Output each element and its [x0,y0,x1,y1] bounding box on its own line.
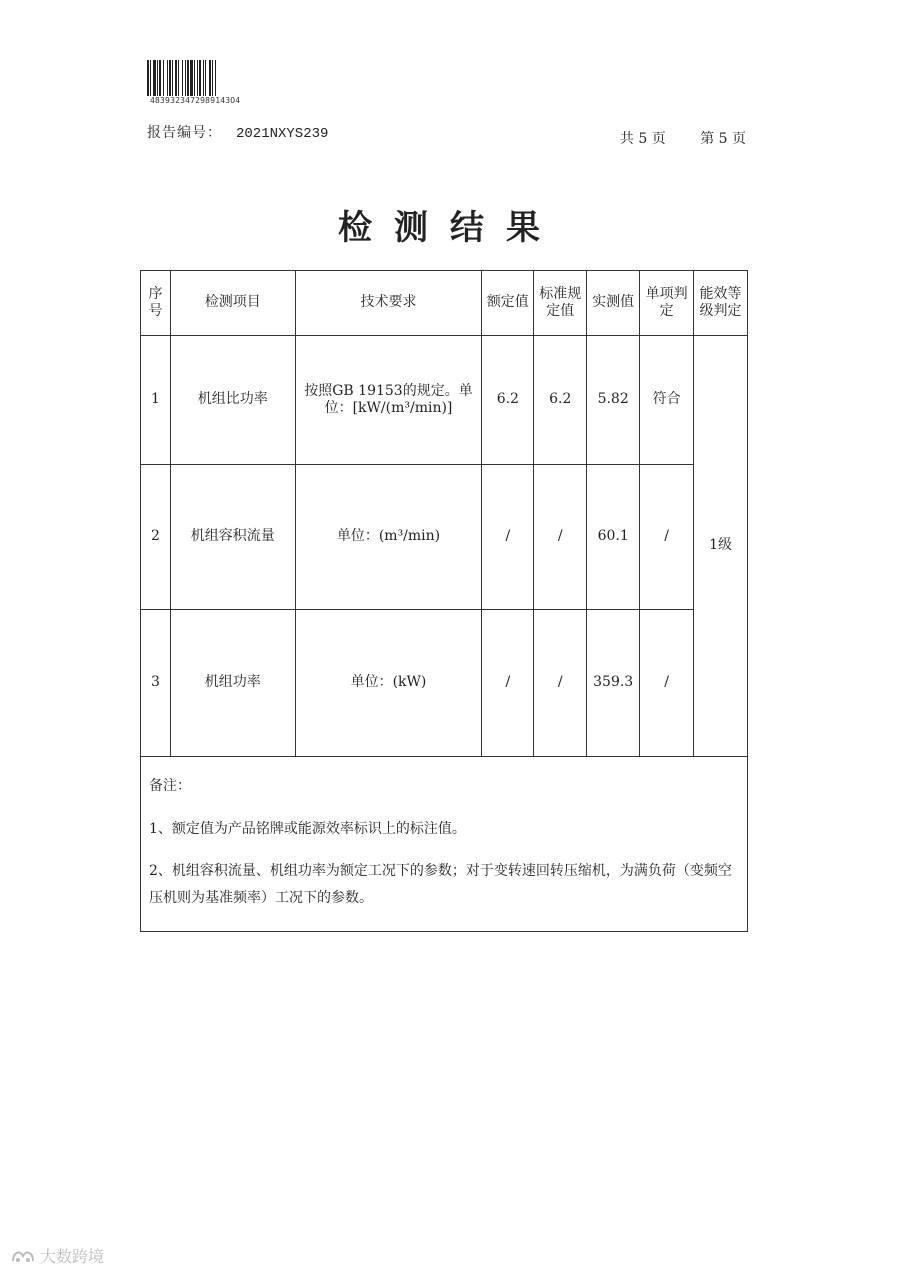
cell-seq: 2 [141,465,171,610]
cell-seq: 3 [141,610,171,757]
header-grade-judgement: 能效等级判定 [694,271,748,336]
notes-row [141,757,748,932]
cell-measured: 5.82 [587,336,640,465]
cell-rated: 6.2 [482,336,534,465]
cell-standard: / [534,610,587,757]
notes-cell [141,757,748,932]
report-number [147,122,328,142]
cell-standard: / [534,465,587,610]
cell-standard: 6.2 [534,336,587,465]
table-row [141,336,748,465]
header-single-judgement: 单项判定 [640,271,694,336]
cell-judgement: / [640,610,694,757]
table-row [141,465,748,610]
report-number-value: 2021NXYS239 [236,126,329,142]
barcode-number: 4839323472989143O4 [150,96,241,105]
page-number: 第 5 页 [700,131,746,147]
cell-rated: / [482,465,534,610]
cell-rated: / [482,610,534,757]
cell-judgement: / [640,465,694,610]
cell-requirement: 按照GB 19153的规定。单位：[kW/(m³/min)] [295,336,482,465]
cell-seq: 1 [141,336,171,465]
notes-title: 备注： [149,778,191,794]
note-item: 1、额定值为产品铭牌或能源效率标识上的标注值。 [149,820,466,837]
page-indicator [590,128,746,148]
table-row [141,610,748,757]
table-header-row [141,271,748,336]
header-measured: 实测值 [587,271,640,336]
note-item: 2、机组容积流量、机组功率为额定工况下的参数；对于变转速回转压缩机，为满负荷（变频空压机则为基准频率）工况下的参数。 [149,863,732,906]
watermark [10,1244,104,1267]
cell-item: 机组比功率 [170,336,295,465]
report-number-label: 报告编号： [147,125,222,141]
cell-grade: 1级 [694,336,748,757]
cell-judgement: 符合 [640,336,694,465]
results-table [140,270,748,932]
cell-requirement: 单位：(m³/min) [295,465,482,610]
barcode-gap [216,60,217,96]
header-rated: 额定值 [482,271,534,336]
cell-measured: 60.1 [587,465,640,610]
cell-item: 机组功率 [170,610,295,757]
watermark-logo-icon [10,1247,36,1265]
page-title: 检测结果 [338,208,562,248]
watermark-text: 大数跨境 [40,1247,105,1266]
header-seq: 序号 [141,271,171,336]
cell-measured: 359.3 [587,610,640,757]
header-item: 检测项目 [170,271,295,336]
cell-item: 机组容积流量 [170,465,295,610]
barcode [147,60,292,96]
cell-requirement: 单位：(kW) [295,610,482,757]
total-pages: 共 5 页 [619,131,666,147]
header-requirement: 技术要求 [295,271,482,336]
header-standard: 标准规定值 [534,271,587,336]
